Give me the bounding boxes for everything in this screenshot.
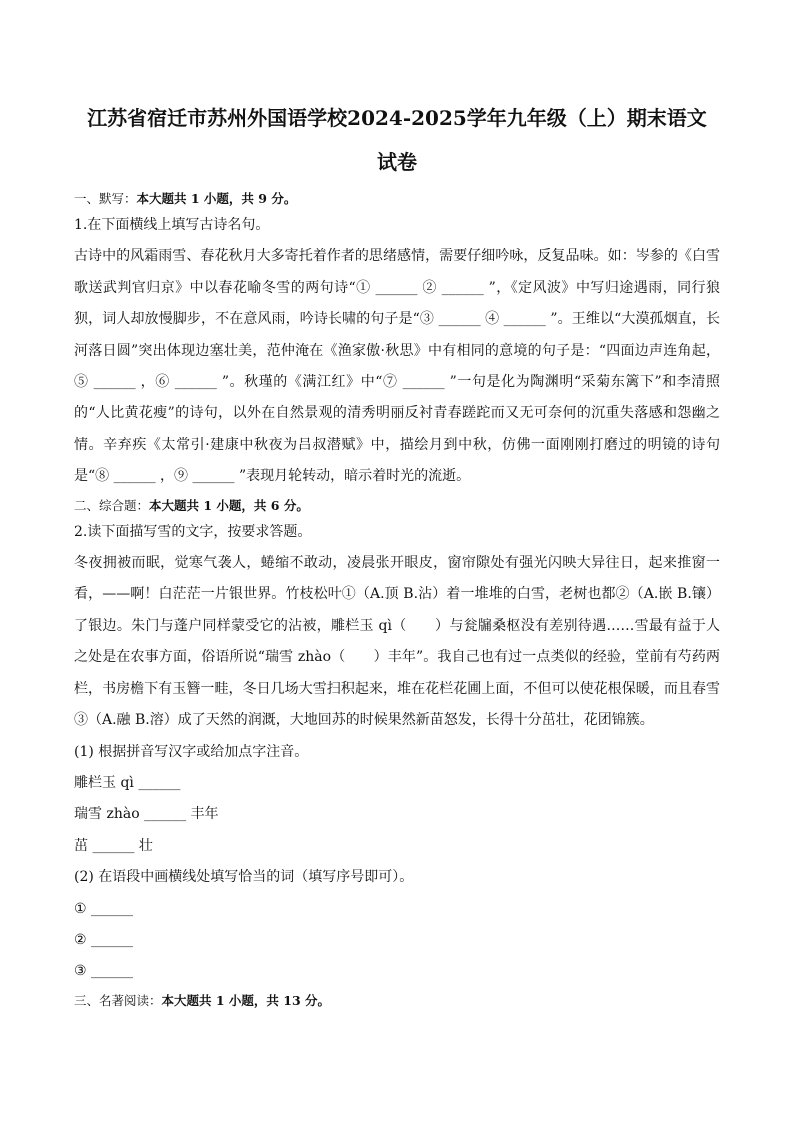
question-2-prompt: 2.读下面描写雪的文字，按要求答题。 bbox=[74, 523, 312, 540]
section-3-prefix: 三、名著阅读： bbox=[74, 992, 162, 1008]
question-2-sub-1: (1) 根据拼音写汉字或给加点字注音。 bbox=[74, 743, 309, 760]
question-2-passage: 冬夜拥被而眠，觉寒气袭人，蜷缩不敢动，凌晨张开眼皮，窗帘隙处有强光闪映大异往日，起来推窗一看，——啊！白茫茫一片银世界。竹枝松叶①（A.顶 B.沾）着一堆堆的白雪，老树也都②（A.嵌 B.镶）了银边。朱门与蓬户同样蒙受它的沾被，雕栏玉 qì（ ）与瓮牖桑枢没有差别待遇……雪最有益于人之处是在农事方面，俗语所说“瑞雪 zhào（ ）丰年”。我自己也有过一点类似的经验，堂前有芍药两栏，书房檐下有玉簪一畦，冬日几场大雪扫积起来，堆在花栏花圃上面，不但可以使花根保暖，而且春雪③（A.融 B.溶）成了天然的润溉，大地回苏的时候果然新苗怒发，长得十分茁壮，花团锦簇。 bbox=[74, 555, 720, 729]
question-1-body: 古诗中的风霜雨雪、春花秋月大多寄托着作者的思绪感情，需要仔细吟咏，反复品味。如：岑参的《白雪歌送武判官归京》中以春花喻冬雪的两句诗“① ______ ② ______ ”，《定风波》中写归途遇雨，同行狼狈，词人却放慢脚步，不在意风雨，吟诗长啸的句子是“③ ______ ④ ______ ”。王维以“大漠孤烟直，长河落日圆”突出体现边塞壮美，范仲淹在《渔家傲·秋思》中有相同的意境的句子是：“四面边声连角起，⑤ ______ ，⑥ ______ ”。秋瑾的《满江红》中“⑦ ______ ”一句是化为陶渊明“采菊东篱下”和李清照的“人比黄花瘦”的诗句，以外在自然景观的清秀明丽反衬青春蹉跎而又无可奈何的沉重失落感和怨幽之情。辛弃疾《太常引·建康中秋夜为吕叔潜赋》中，描绘月到中秋，仿佛一面刚刚打磨过的明镜的诗句是“⑧ ______ ，⑨ ______ ”表现月轮转动，暗示着时光的流逝。 bbox=[74, 248, 720, 485]
answer-line-zhuo: 茁 ______ 壮 bbox=[74, 837, 153, 854]
exam-page bbox=[74, 96, 720, 1012]
answer-blank-2: ② ______ bbox=[74, 931, 134, 948]
section-3-suffix: 本大题共 1 小题，共 13 分。 bbox=[161, 992, 331, 1008]
answer-line-zhao: 瑞雪 zhào ______ 丰年 bbox=[74, 806, 219, 823]
answer-blank-1: ① ______ bbox=[74, 900, 134, 917]
section-1-heading bbox=[74, 188, 720, 210]
section-3-heading bbox=[74, 990, 720, 1012]
section-1-suffix: 本大题共 1 小题，共 9 分。 bbox=[136, 191, 297, 206]
question-1-prompt: 1.在下面横线上填写古诗名句。 bbox=[74, 217, 270, 233]
title-line-2: 试卷 bbox=[377, 150, 417, 174]
section-2-suffix: 本大题共 1 小题，共 6 分。 bbox=[149, 497, 309, 513]
title-line-1: 江苏省宿迁市苏州外国语学校2024-2025学年九年级（上）期末语文 bbox=[87, 106, 707, 130]
answer-blank-3: ③ ______ bbox=[74, 963, 134, 980]
section-1-prefix: 一、默写： bbox=[74, 191, 137, 206]
section-2-prefix: 二、综合题： bbox=[74, 497, 150, 513]
page-title bbox=[74, 96, 720, 184]
answer-line-qi: 雕栏玉 qì ______ bbox=[74, 774, 181, 791]
section-2-heading bbox=[74, 495, 720, 517]
question-2-sub-2: (2) 在语段中画横线处填写恰当的词（填写序号即可）。 bbox=[74, 869, 414, 886]
